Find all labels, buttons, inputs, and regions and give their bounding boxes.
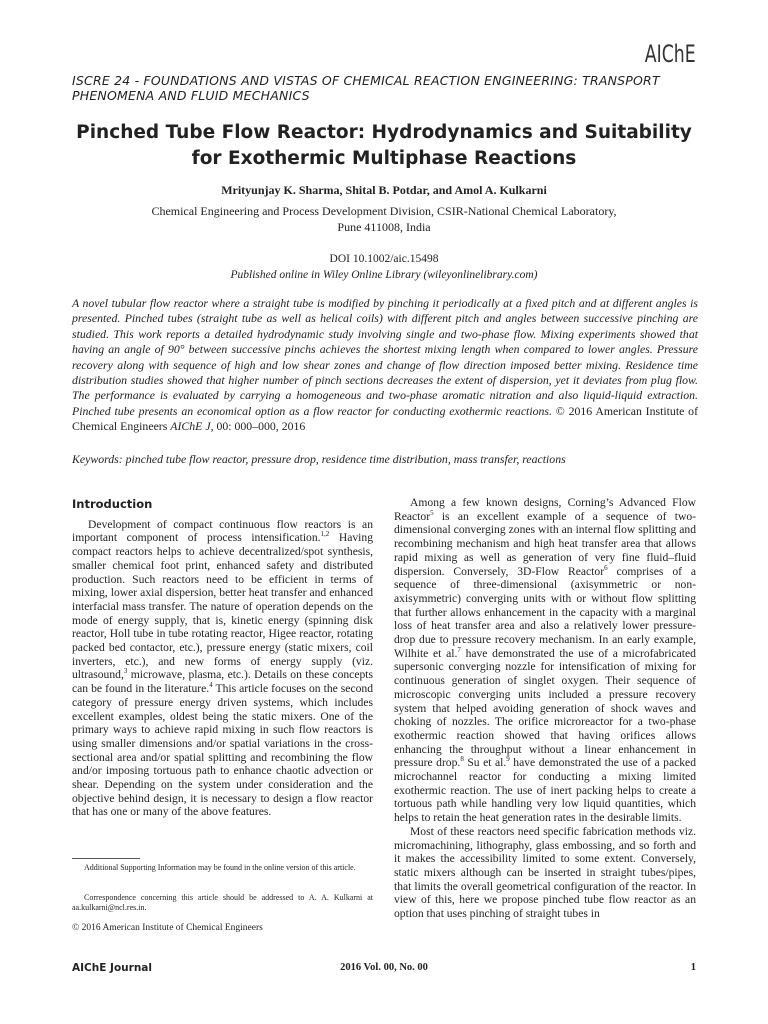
citation-ref[interactable]: 8	[460, 755, 464, 764]
footer-volume: 2016 Vol. 00, No. 00	[340, 962, 428, 973]
footnote-correspondence: Correspondence concerning this article should be addressed to A. A. Kulkarni at aa.kulkarni@ncl.res.in.	[72, 893, 373, 912]
body-paragraph: Most of these reactors need specific fabrication methods viz. micromachining, lithography, glass embossing, and so forth and it makes the accessibility limited to some extent. Conversely, static mixers although can be inserted in straight tubes/pipes, that limits the overall geometrical configuration of the reactor. In view of this, here we propose pinched tube flow reactor as an option that uses pinching of straight tubes in	[394, 824, 696, 921]
copyright-notice: © 2016 American Institute of Chemical Engineers	[72, 923, 263, 933]
citation-ref[interactable]: 7	[457, 645, 461, 654]
citation-ref[interactable]: 4	[209, 681, 213, 690]
right-column	[394, 496, 696, 921]
affiliation-line: Chemical Engineering and Process Development Division, CSIR-National Chemical Laboratory,	[151, 204, 617, 218]
citation-ref[interactable]: 5	[430, 508, 434, 517]
text-run: Su et al.	[463, 756, 507, 770]
journal-abbrev: AIChE J	[170, 419, 211, 434]
text-run: have demonstrated the use of a packed microchannel reactor for conducting a mixing limited exothermic reaction. The use of inert packing helps to create a tortuous path while handling very low liquid quantities, which helps to retain the heat generation rates in the desirable limits.	[394, 756, 697, 825]
affiliation-line: Pune 411008, India	[337, 220, 431, 234]
text-run: Having compact reactors helps to achieve decentralized/spot synthesis, smaller chemical foot print, enhanced safety and distributed production. Such reactors need to be efficient in terms of mixing, lower axial dispersion, better heat transfer and enhanced interfacial mass transfer. The nature of operation depends on the mode of energy supply, that is, kinetic energy (spinning disk reactor, Holl tube in tube rotating reactor, Higee reactor, rotating packed bed contactor, etc.), pressure energy (static mixers, coil inverters, etc.), and new forms of energy supply (viz. ultrasound,	[72, 531, 374, 682]
page-number: 1	[690, 962, 696, 973]
text-run: microwave, plasma, etc.). Details on these concepts can be found in the literature.	[72, 668, 373, 696]
abstract	[72, 296, 698, 435]
article-title: Pinched Tube Flow Reactor: Hydrodynamics and Suitability for Exothermic Multiphase Reactions	[76, 122, 692, 169]
left-column	[72, 496, 373, 819]
text-run: comprises of a sequence of three-dimensional (axisymmetric or non-axisymmetric) converging units with or without flow splitting that further allows enhancement in the capacity with a marginal loss of heat transfer area and also a relatively lower pressure-drop due to pressure recovery mechanism. In an early example, Wilhite et al.	[394, 564, 697, 660]
footnote-supporting-info: Additional Supporting Information may be found in the online version of this article.	[84, 863, 356, 872]
citation-ref[interactable]: 3	[123, 667, 128, 676]
text-run: have demonstrated the use of a microfabricated supersonic converging nozzle for intensification of mixing for continuous generation of singlet oxygen. Their sequence of microscopic converging units included a pressure recovery system that helped avoiding generation of shock waves and choking of nozzles. The orifice microreactor for a two-phase exothermic reaction showed that having orifices allows enhancing the throughput without a linear enhancement in pressure drop.	[394, 646, 696, 770]
series-heading: ISCRE 24 - FOUNDATIONS AND VISTAS OF CHEMICAL REACTION ENGINEERING: TRANSPORT PHENOMENA AND FLUID MECHANICS	[72, 73, 660, 103]
citation-ref[interactable]: 9	[506, 755, 510, 764]
keywords: Keywords: pinched tube flow reactor, pressure drop, residence time distribution, mass transfer, reactions	[72, 452, 566, 466]
footer-journal-name: AIChE Journal	[72, 962, 152, 974]
body-paragraph	[72, 518, 373, 819]
section-heading-introduction: Introduction	[72, 497, 153, 511]
abstract-citation: , 00: 000–000, 2016	[210, 419, 306, 434]
citation-ref[interactable]: 6	[604, 563, 608, 572]
publication-note: Published online in Wiley Online Library (wileyonlinelibrary.com)	[230, 269, 538, 281]
journal-logo: AIChE	[645, 40, 696, 68]
abstract-copyright: © 2016 American Institute of Chemical Engineers	[72, 403, 698, 434]
article-authors: Mrityunjay K. Sharma, Shital B. Potdar, and Amol A. Kulkarni	[221, 183, 547, 197]
footnote-divider	[72, 858, 140, 859]
citation-ref[interactable]: 1,2	[320, 530, 330, 539]
text-run: is an excellent example of a sequence of two-dimensional converging zones with an internal flow splitting and recombining mechanism and high heat transfer area that allows rapid mixing as well as generation of very fine fluid–fluid dispersion. Conversely, 3D-Flow Reactor	[394, 509, 696, 578]
text-run: Development of compact continuous flow reactors is an important component of process intensification.	[72, 517, 373, 545]
abstract-text: A novel tubular flow reactor where a straight tube is modified by pinching it periodically at a fixed pitch and at different angles is presented. Pinched tubes (straight tube as well as helical coils) with different pitch and angles between successive pinching are studied. This work reports a detailed hydrodynamic study involving single and two-phase flow. Mixing experiments showed that having an angle of 90° between successive pinchs achieves the shortest mixing length when compared to lower angles. Pressure recovery along with sequence of high and low shear zones and change of flow direction imposed better mixing. Residence time distribution studies showed that higher number of pinch sections decreases the extent of dispersion, yet it deviates from plug flow. The performance is evaluated by carrying a homogeneous and two-phase aromatic nitration and also liquid-liquid extraction. Pinched tube presents an economical option as a flow reactor for conducting exothermic reactions.	[72, 296, 698, 418]
article-doi[interactable]: DOI 10.1002/aic.15498	[329, 253, 439, 265]
text-run: Among a few known designs, Corning’s Advanced Flow Reactor	[394, 496, 696, 523]
author-affiliation	[60, 203, 708, 235]
text-run: This article focuses on the second category of pressure energy driven systems, which includes excellent examples, oldest being the static mixers. One of the primary ways to achieve rapid mixing in such flow reactors is using smaller dimensions and/or spatial variations in the cross-sectional area and/or spatial splitting and recombining the flow and/or imposing tortuous path to enhance chaotic advection or shear. Depending on the system under consideration and the objective behind design, it is necessary to design a flow reactor that has one or many of the above features.	[72, 682, 373, 819]
body-paragraph	[394, 496, 696, 825]
